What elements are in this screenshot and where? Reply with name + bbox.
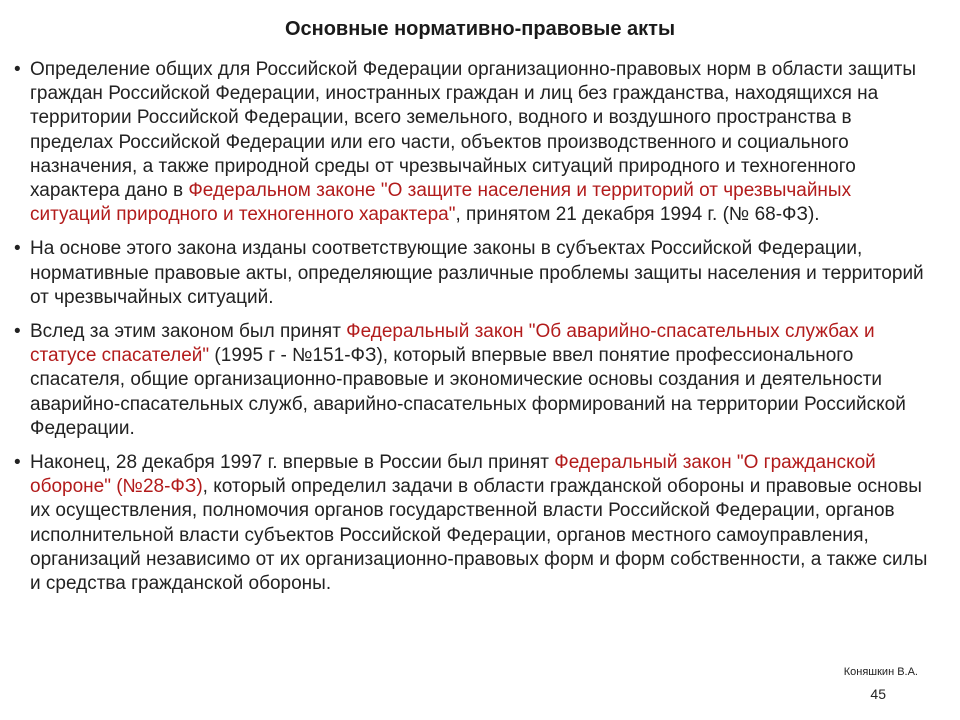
bullet-text: На основе этого закона изданы соответствующие законы в субъектах Российской Федерации, нормативные правовые акты, определяющие различные проблемы защиты населения и территорий от чрезвычайных ситуаций.: [30, 238, 924, 308]
bullet-text: Определение общих для Российской Федерации организационно-правовых норм в области защиты граждан Российской Федерации, иностранных граждан и лиц без гражданства, находящихся на территории Российской Федерации, всего земельного, водного и воздушного пространства в пределах Российской Федерации или его части, объектов производственного и социального назначения, а также природной среды от чрезвычайных ситуаций природного и техногенного характера дано в: [30, 59, 917, 202]
bullet-text: Наконец, 28 декабря 1997 г. впервые в России был принят: [30, 452, 555, 474]
bullet-dot-icon: •: [14, 452, 21, 474]
bullet-list: [14, 58, 934, 606]
bullet-text: , принятом 21 декабря 1994 г. (№ 68-ФЗ).: [455, 204, 820, 226]
law-reference-text: Федеральном законе "О защите населения и территорий от чрезвычайных ситуаций природного и техногенного характера": [30, 180, 852, 226]
bullet-text: (1995 г - №151-ФЗ), который впервые ввел понятие профессионального спасателя, общие организационно-правовые и экономические основы создания и деятельности аварийно-спасательных служб, аварийно-спасательных формирований на территории Российской Федерации.: [30, 345, 906, 439]
author-name: Коняшкин В.А.: [843, 666, 918, 678]
page-number: 45: [870, 686, 886, 702]
bullet-dot-icon: •: [14, 238, 21, 260]
bullet-item: [14, 237, 934, 310]
law-reference-text: Федеральный закон "О гражданской обороне" (№28-ФЗ): [30, 452, 876, 498]
bullet-dot-icon: •: [14, 59, 21, 80]
bullet-text: Вслед за этим законом был принят: [30, 321, 347, 343]
slide-title: Основные нормативно-правовые акты: [284, 18, 676, 40]
bullet-item: [14, 58, 934, 227]
law-reference-text: Федеральный закон "Об аварийно-спасательных службах и статусе спасателей": [30, 321, 875, 367]
bullet-text: , который определил задачи в области гражданской обороны и правовые основы их осуществления, полномочия органов государственной власти Российской Федерации, органов исполнительной власти субъектов Российской Федерации, органов местного самоуправления, организаций независимо от их организационно-правовых форм и форм собственности, а также силы и средства гражданской обороны.: [30, 476, 928, 595]
bullet-dot-icon: •: [14, 321, 21, 343]
bullet-item: [14, 451, 934, 596]
bullet-item: [14, 320, 934, 441]
